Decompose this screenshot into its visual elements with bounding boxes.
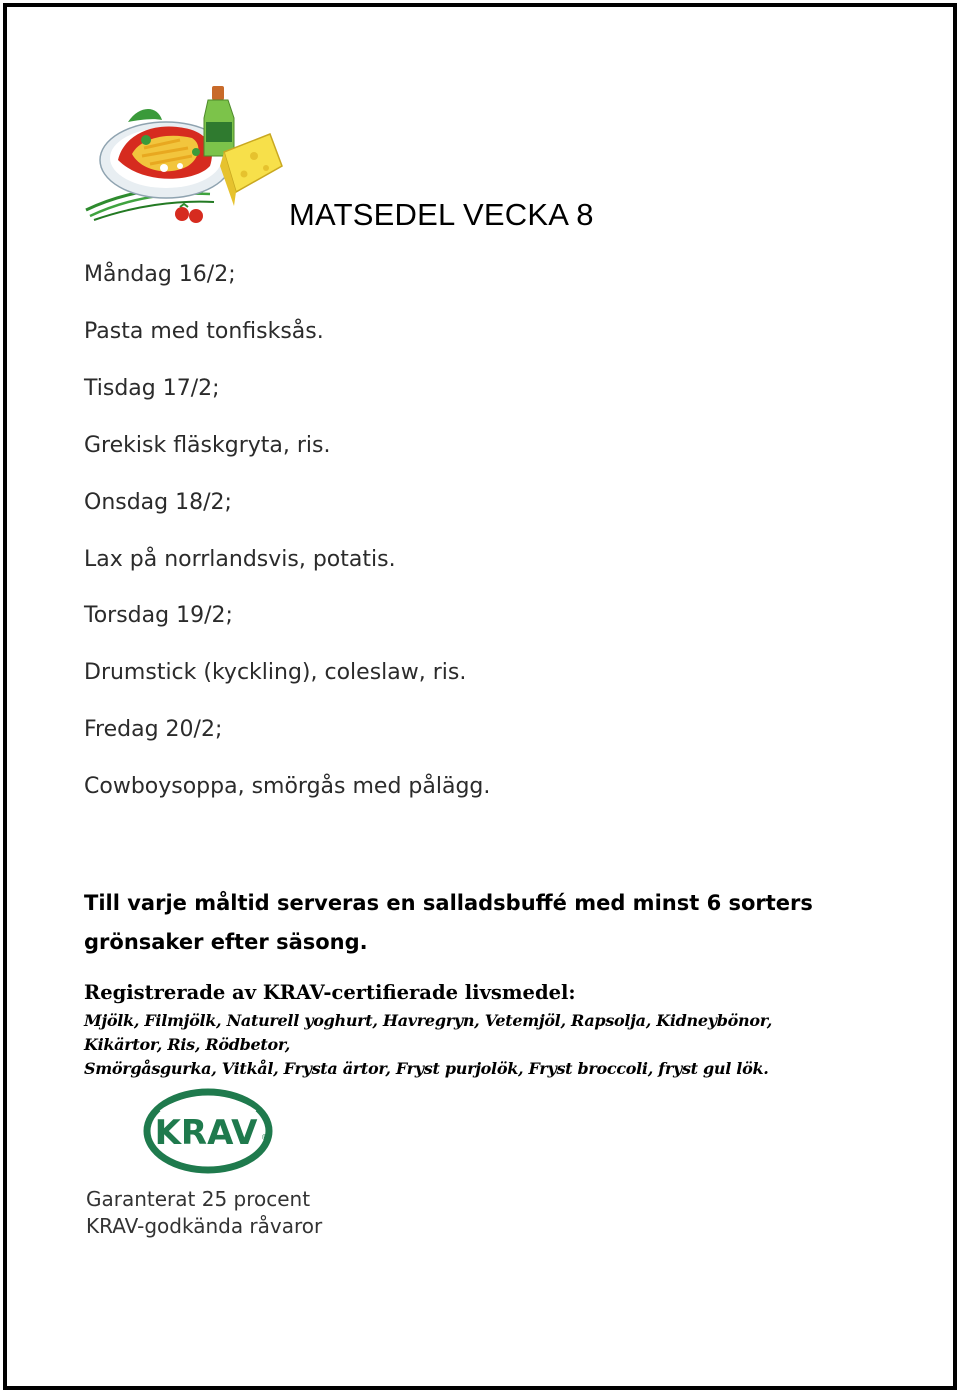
- page-title: MATSEDEL VECKA 8: [289, 197, 594, 232]
- krav-heading: Registrerade av KRAV-certifierade livsmedel:: [84, 981, 576, 1004]
- krav-tagline-line-1: Garanterat 25 procent: [86, 1187, 311, 1211]
- menu-dish-tuesday: Grekisk fläskgryta, ris.: [84, 433, 331, 458]
- krav-products-line-2: Kikärtor, Ris, Rödbetor,: [84, 1035, 291, 1054]
- krav-tagline-line-2: KRAV-godkända råvaror: [86, 1214, 323, 1238]
- krav-logo-text: KRAV: [154, 1113, 258, 1153]
- menu-dish-wednesday: Lax på norrlandsvis, potatis.: [84, 547, 396, 572]
- menu-day-thursday: Torsdag 19/2;: [84, 603, 233, 628]
- menu-day-wednesday: Onsdag 18/2;: [84, 490, 232, 515]
- food-illustration-icon: [84, 82, 284, 230]
- krav-logo-icon: [143, 1088, 273, 1174]
- menu-day-friday: Fredag 20/2;: [84, 717, 223, 742]
- svg-text:®: ®: [261, 1133, 269, 1142]
- salad-buffet-note: Till varje måltid serveras en salladsbuffé med minst 6 sorters grönsaker efter säsong.: [84, 891, 813, 954]
- krav-products-line-1: Mjölk, Filmjölk, Naturell yoghurt, Havregryn, Vetemjöl, Rapsolja, Kidneybönor,: [84, 1011, 772, 1030]
- menu-day-monday: Måndag 16/2;: [84, 262, 236, 287]
- menu-dish-monday: Pasta med tonfisksås.: [84, 319, 324, 344]
- menu-dish-thursday: Drumstick (kyckling), coleslaw, ris.: [84, 660, 467, 685]
- menu-dish-friday: Cowboysoppa, smörgås med pålägg.: [84, 774, 491, 799]
- krav-products-line-3: Smörgåsgurka, Vitkål, Frysta ärtor, Fryst purjolök, Fryst broccoli, fryst gul lök.: [84, 1059, 769, 1078]
- menu-day-tuesday: Tisdag 17/2;: [84, 376, 220, 401]
